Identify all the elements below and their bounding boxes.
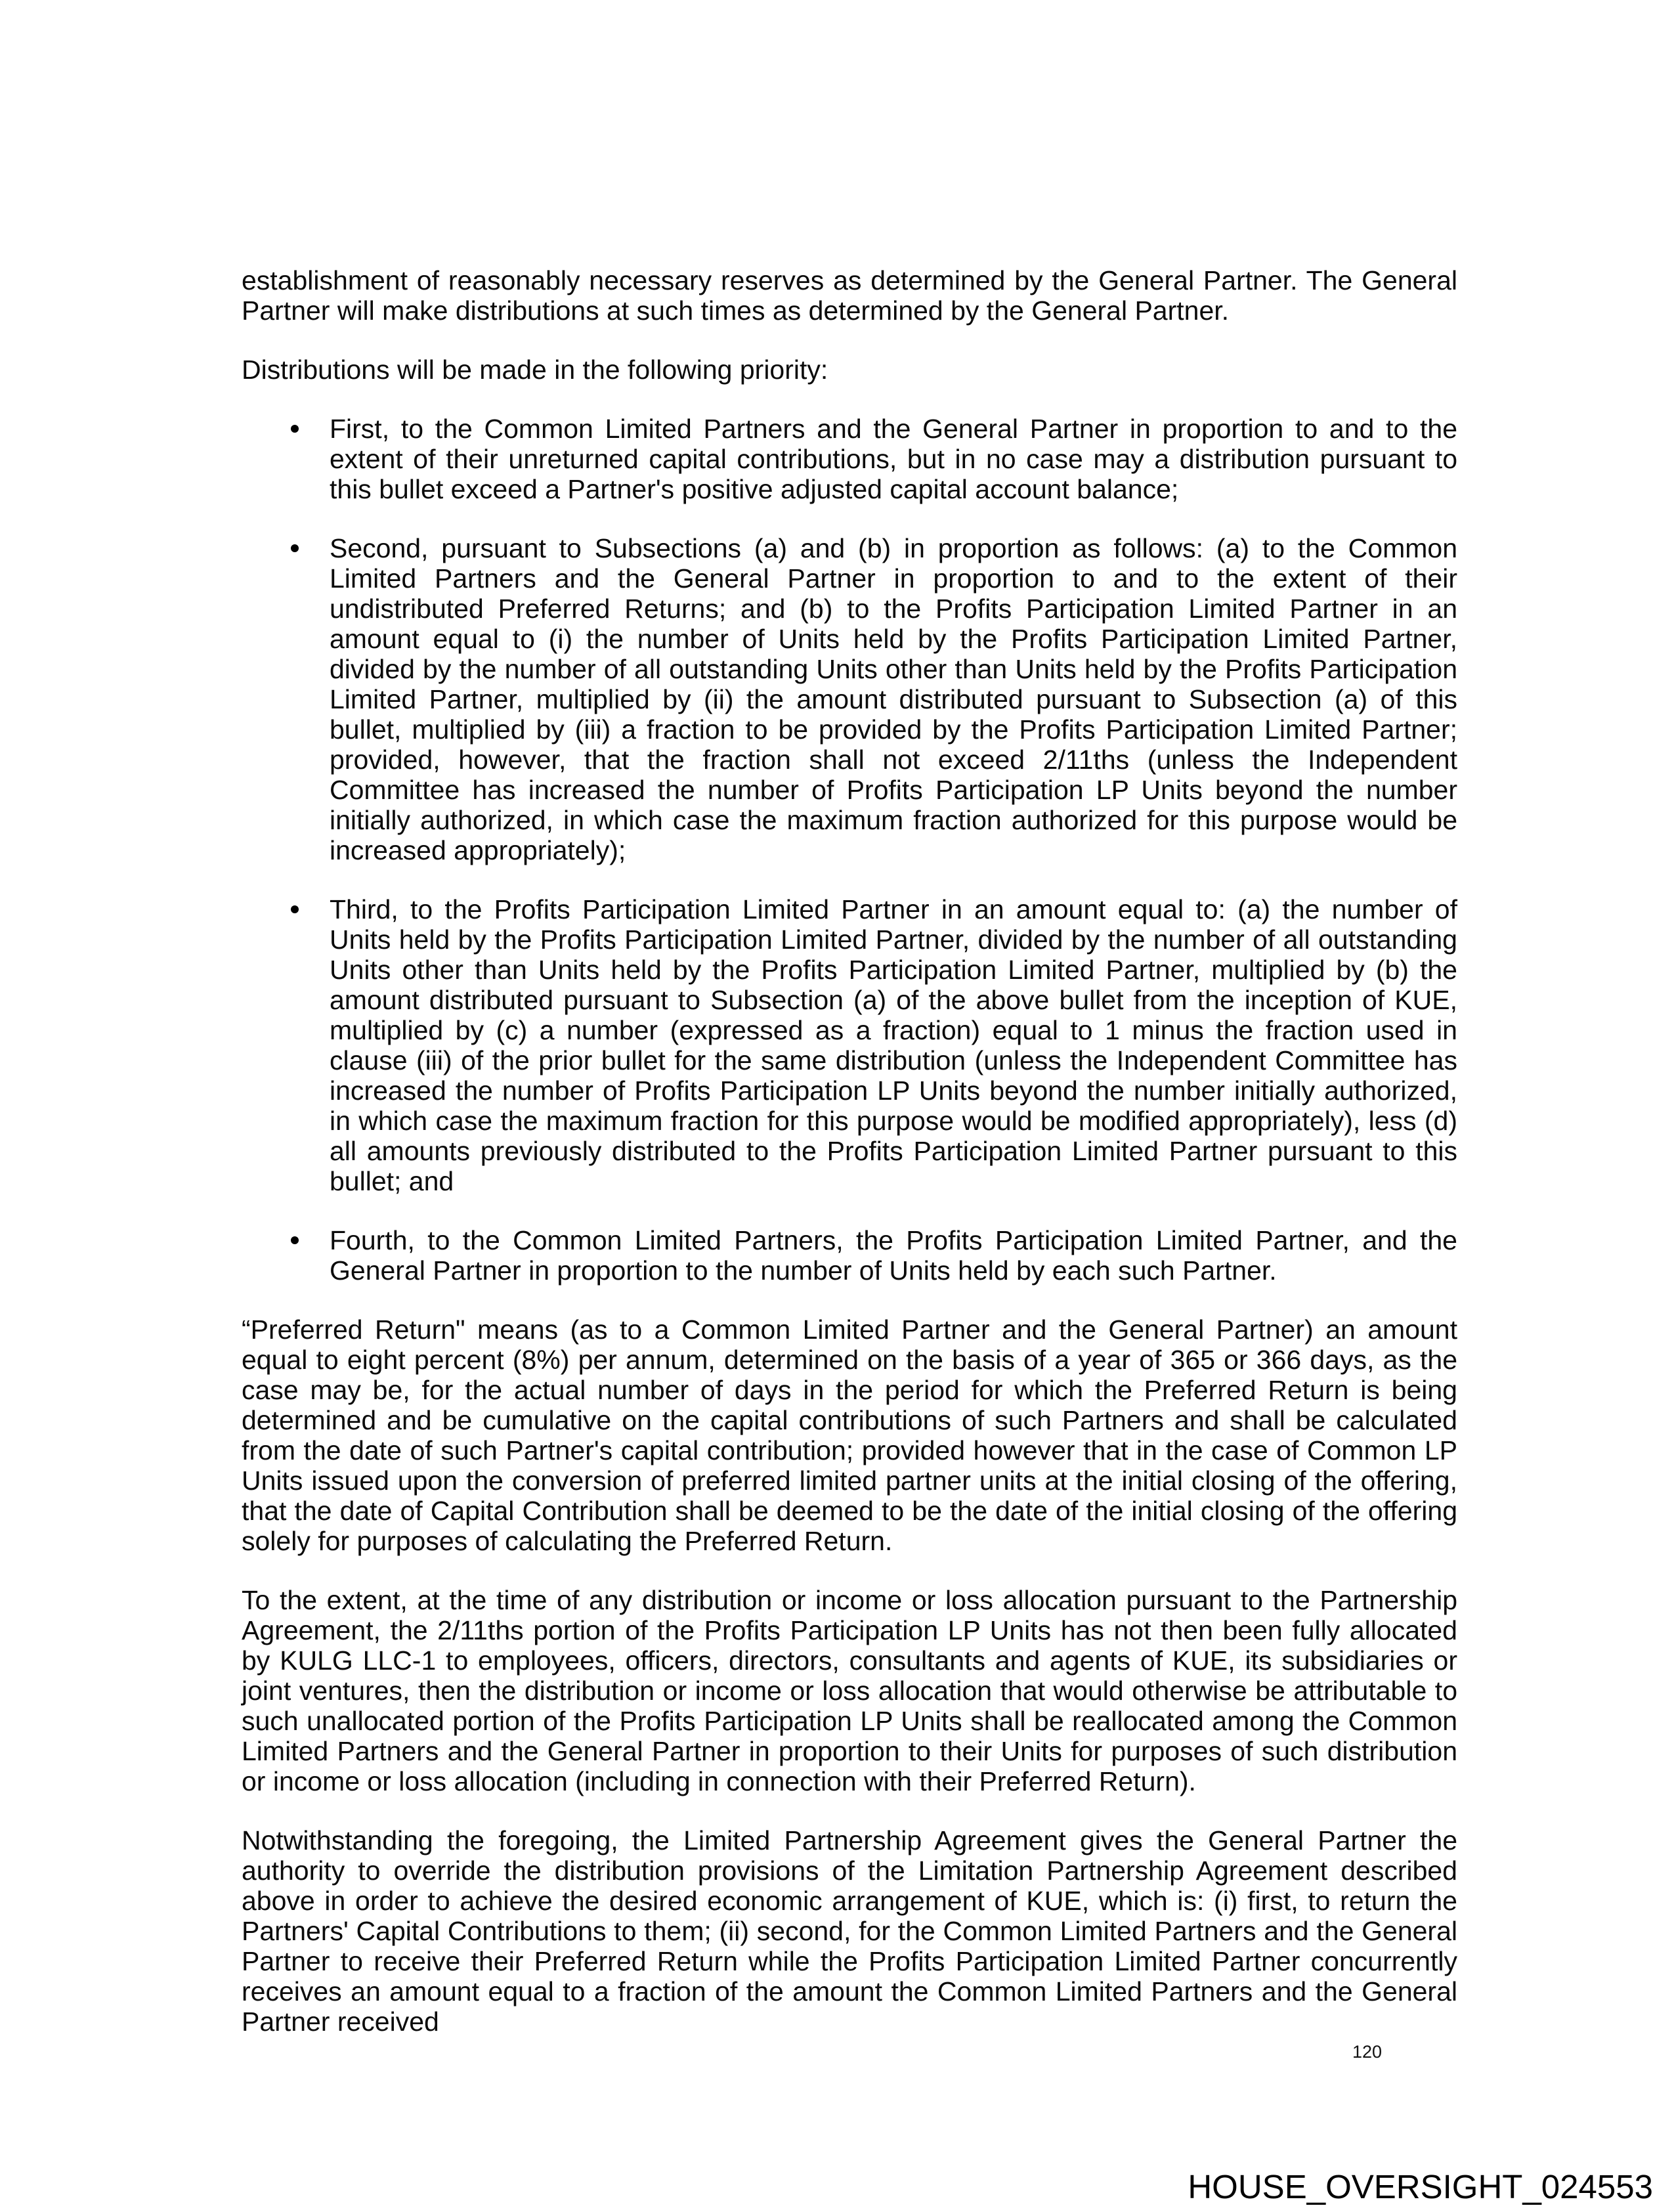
bullet-item-third xyxy=(242,894,1457,1196)
bullet-item-fourth xyxy=(242,1225,1457,1286)
bullet-dot-icon xyxy=(291,544,299,552)
bates-stamp: HOUSE_OVERSIGHT_024553 xyxy=(1188,2168,1653,2205)
bullet-dot-icon xyxy=(291,1236,299,1244)
page-number: 120 xyxy=(1352,2042,1383,2062)
bullet-dot-icon xyxy=(291,425,299,433)
bullet-item-first xyxy=(242,414,1457,504)
preferred-return-paragraph: “Preferred Return" means (as to a Common Limited Partner and the General Partner) an amount equal to eight percent (8%) per annum, determined on the basis of a year of 365 or 366 days, as the case may be, for the actual number of days in the period for which the Preferred Return is being determined and be cumulative on the capital contributions of such Partners and shall be calculated from the date of such Partner's capital contribution; provided however that in the case of Common LP Units issued upon the conversion of preferred limited partner units at the initial closing of the offering, that the date of Capital Contribution shall be deemed to be the date of the initial closing of the offering solely for purposes of calculating the Preferred Return. xyxy=(242,1314,1457,1556)
intro-paragraph: establishment of reasonably necessary reserves as determined by the General Partner. The General Partner will make distributions at such times as determined by the General Partner. xyxy=(242,265,1457,326)
priority-intro-paragraph: Distributions will be made in the following priority: xyxy=(242,355,828,385)
bullet-text-first: First, to the Common Limited Partners and the General Partner in proportion to and to the extent of their unreturned capital contributions, but in no case may a distribution pursuant to this bullet exceed a Partner's positive adjusted capital account balance; xyxy=(330,414,1457,504)
document-body xyxy=(242,265,1457,2037)
reallocation-paragraph: To the extent, at the time of any distribution or income or loss allocation pursuant to the Partnership Agreement, the 2/11ths portion of the Profits Participation LP Units has not then been fully allocated by KULG LLC-1 to employees, officers, directors, consultants and agents of KUE, its subsidiaries or joint ventures, then the distribution or income or loss allocation that would otherwise be attributable to such unallocated portion of the Profits Participation LP Units shall be reallocated among the Common Limited Partners and the General Partner in proportion to their Units for purposes of such distribution or income or loss allocation (including in connection with their Preferred Return). xyxy=(242,1585,1457,1796)
bullet-text-third: Third, to the Profits Participation Limited Partner in an amount equal to: (a) the number of Units held by the Profits Participation Limited Partner, divided by the number of all outstanding Units other than Units held by the Profits Participation Limited Partner, multiplied by (b) the amount distributed pursuant to Subsection (a) of the above bullet from the inception of KUE, multiplied by (c) a number (expressed as a fraction) equal to 1 minus the fraction used in clause (iii) of the prior bullet for the same distribution (unless the Independent Committee has increased the number of Profits Participation LP Units beyond the number initially authorized, in which case the maximum fraction for this purpose would be modified appropriately), less (d) all amounts previously distributed to the Profits Participation Limited Partner pursuant to this bullet; and xyxy=(330,894,1457,1196)
priority-bullet-list xyxy=(242,414,1457,1286)
bullet-item-second xyxy=(242,533,1457,865)
override-paragraph: Notwithstanding the foregoing, the Limited Partnership Agreement gives the General Partner the authority to override the distribution provisions of the Limitation Partnership Agreement described above in order to achieve the desired economic arrangement of KUE, which is: (i) first, to return the Partners' Capital Contributions to them; (ii) second, for the Common Limited Partners and the General Partner to receive their Preferred Return while the Profits Participation Limited Partner concurrently receives an amount equal to a fraction of the amount the Common Limited Partners and the General Partner received xyxy=(242,1825,1457,2037)
bullet-text-fourth: Fourth, to the Common Limited Partners, the Profits Participation Limited Partner, and the General Partner in proportion to the number of Units held by each such Partner. xyxy=(330,1225,1457,1286)
bullet-dot-icon xyxy=(291,905,299,913)
bullet-text-second: Second, pursuant to Subsections (a) and (b) in proportion as follows: (a) to the Common Limited Partners and the General Partner in proportion to and to the extent of their undistributed Preferred Returns; and (b) to the Profits Participation Limited Partner in an amount equal to (i) the number of Units held by the Profits Participation Limited Partner, divided by the number of all outstanding Units other than Units held by the Profits Participation Limited Partner, multiplied by (ii) the amount distributed pursuant to Subsection (a) of this bullet, multiplied by (iii) a fraction to be provided by the Profits Participation Limited Partner; provided, however, that the fraction shall not exceed 2/11ths (unless the Independent Committee has increased the number of Profits Participation LP Units beyond the number initially authorized, in which case the maximum fraction authorized for this purpose would be increased appropriately); xyxy=(330,533,1457,865)
